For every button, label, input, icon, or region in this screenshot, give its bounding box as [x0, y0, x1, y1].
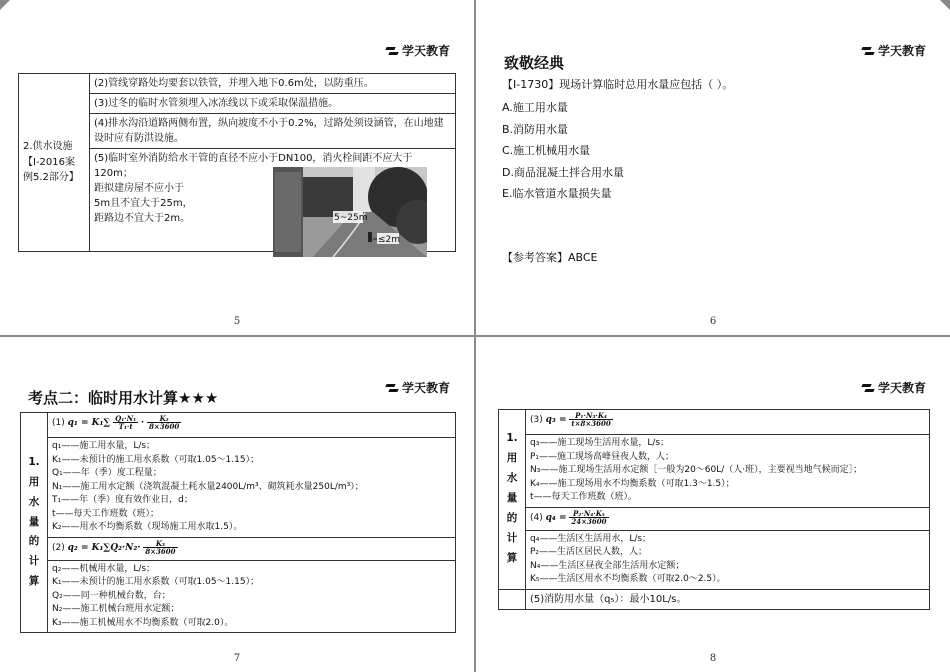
page-7 [0, 337, 474, 672]
water-calc-table [498, 409, 930, 610]
table-row: (2)管线穿路处均要套以铁管，并埋入地下0.6m处，以防重压。 [90, 74, 456, 94]
table-row: (4)排水沟沿道路两侧布置，纵向坡度不小于0.2%，过路处须设涵管，在山地建设时应有防洪设施。 [90, 114, 456, 149]
page-corner [940, 0, 950, 10]
formula-1: (1) q₁ = K₁∑ $\frac{\text{Q₁·N₁}}{\text{T₁·t}}$ · $\frac{\text{K₂}}{8\times 3600}$ [48, 413, 456, 438]
brand-logo-icon [862, 382, 876, 394]
water-supply-table [18, 73, 456, 252]
option-e: E.临水管道水量损失量 [502, 187, 612, 200]
formula-5: (5)消防用水量（q₅）：最小10L/s。 [526, 589, 930, 609]
option-c: C.施工机械用水量 [502, 144, 591, 157]
option-b: B.消防用水量 [502, 123, 569, 136]
question-text: 【Ⅰ-1730】现场计算临时总用水量应包括（ ）。 [502, 78, 734, 91]
brand-name: 学天教育 [401, 44, 450, 58]
table-row: (3)过冬的临时水管须埋入冰冻线以下或采取保温措施。 [90, 94, 456, 114]
brand-logo-icon [862, 45, 876, 57]
page-5 [0, 0, 474, 335]
side-label: 1. 用 水 量 的 计 算 [21, 413, 48, 633]
brand-name: 学天教育 [401, 381, 450, 395]
page-6 [476, 0, 950, 335]
brand-logo [386, 42, 450, 59]
brand-name: 学天教育 [877, 44, 926, 58]
hydrant-site-photo [273, 167, 427, 257]
brand-logo [862, 379, 926, 396]
reference-answer: 【参考答案】ABCE [502, 251, 598, 264]
brand-logo-icon [386, 45, 400, 57]
page-number: 5 [233, 316, 241, 327]
option-d: D.商品混凝土拌合用水量 [502, 166, 624, 179]
formula-2: (2) q₂ = K₁∑Q₂·N₂· $\frac{\text{K₃}}{8\times 3600}$ [48, 537, 456, 560]
formula-3-definitions: q₃——施工现场生活用水量，L/s； P₁——施工现场高峰昼夜人数，人； N₃——施工现场生活用水定额［一般为20～60L/（人·班），主要视当地气候而定］； K₄——施工现场用水不均衡系数（可取1.3～1.5）； t——每天工作班数（班）。 [526, 435, 930, 508]
formula-3: (3) q₃ = $\frac{\text{P₁·N₃·K₄}}{t\times 8\times 3600}$ [526, 410, 930, 435]
page-number: 8 [709, 653, 717, 664]
side-label: 1. 用 水 量 的 计 算 [499, 410, 526, 590]
water-calc-table [20, 412, 456, 633]
formula-4: (4) q₄ = $\frac{\text{P₂·N₄·K₅}}{24\times 3600}$ [526, 507, 930, 530]
brand-logo [862, 42, 926, 59]
page-title: 致敬经典 [504, 54, 565, 72]
page-number: 7 [233, 653, 241, 664]
page-title: 考点二：临时用水计算★★★ [28, 389, 219, 407]
formula-4-definitions: q₄——生活区生活用水，L/s； P₂——生活区居民人数，人； N₄——生活区昼夜全部生活用水定额； K₅——生活区用水不均衡系数（可取2.0～2.5）。 [526, 530, 930, 589]
brand-logo-icon [386, 382, 400, 394]
formula-2-definitions: q₂——机械用水量，L/s； K₁——未预计的施工用水系数（可取1.05～1.15）； Q₂——同一种机械台数，台； N₂——施工机械台班用水定额； K₃——施工机械用水不均衡系数（可取2.0）。 [48, 560, 456, 633]
formula-1-definitions: q₁——施工用水量，L/s； K₁——未预计的施工用水系数（可取1.05～1.15）； Q₁——年（季）度工程量； N₁——施工用水定额（浇筑混凝土耗水量2400L/m³、砌筑耗水量250L/m³）； T₁——年（季）度有效作业日，d； t——每天工作班数（班）； K₂——用水不均衡系数（现场施工用水取1.5）。 [48, 438, 456, 538]
page-8 [476, 337, 950, 672]
page-corner [0, 0, 10, 10]
brand-logo [386, 379, 450, 396]
section-label: 2.供水设施 【Ⅰ-2016案 例5.2部分】 [19, 74, 90, 252]
brand-name: 学天教育 [877, 381, 926, 395]
photo-label-distance: 5~25m [334, 213, 368, 223]
photo-label-road: ≤2m [378, 235, 401, 245]
page-number: 6 [709, 316, 717, 327]
option-a: A.施工用水量 [502, 101, 568, 114]
table-row: (5)临时室外消防给水干管的直径不应小于DN100，消火栓间距不应大于 120m； 距拟建房屋不应小于 5m且不宜大于25m， 距路边不宜大于2m。 5~25m ≤2m [90, 149, 456, 252]
